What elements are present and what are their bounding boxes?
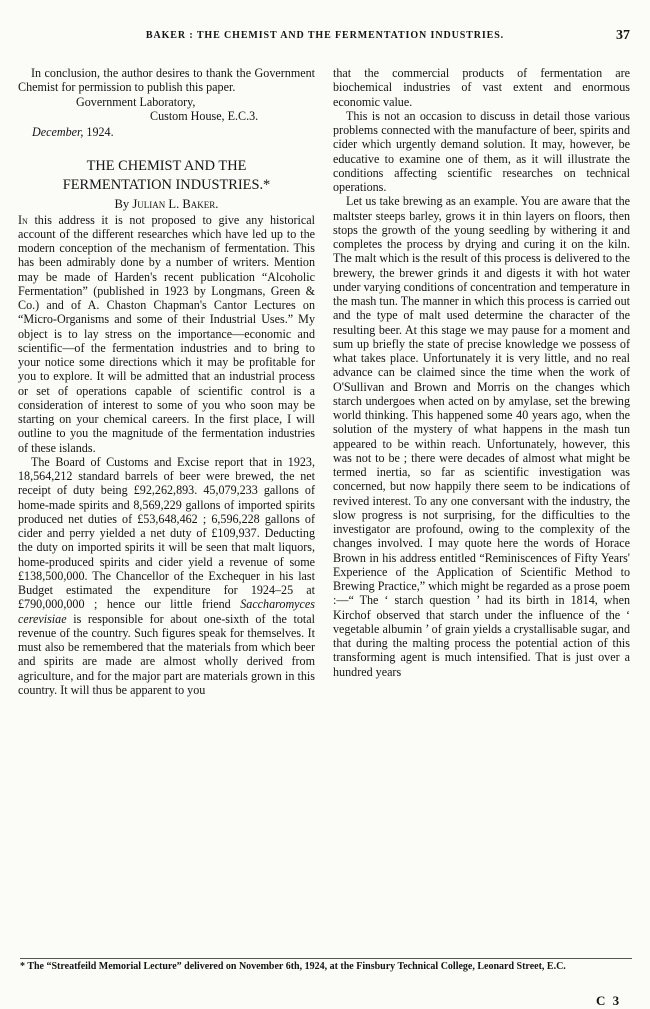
article-title [18, 157, 315, 195]
intro-paragraph [18, 213, 315, 455]
dropcap-word: In [18, 212, 28, 227]
customs-text-b: is responsible for about one-sixth of the total revenue of the country. Such figures speak for themselves. It must also be remembered that the materials from which beer and spirits are made are almost wholly derived from agriculture, and for the major part are materials grown in this country. It will thus be apparent to you [18, 611, 315, 697]
closing-paragraph: In conclusion, the author desires to thank the Government Chemist for permission to publish this paper. [18, 66, 315, 95]
page-number: 37 [616, 28, 630, 43]
intro-text: this address it is not proposed to give any historical account of the different researches which have led up to the modern conception of the mechanism of fermentation. This has been admirably done by a number of writers. Mention may be made of Harden's recent publication “Alcoholic Fermentation” (published in 1923 by Longmans, Green & Co.) and of A. Chaston Chapman's Cantor Lectures on “Micro-Organisms and some of their Industrial Uses.” My object is to lay stress on the importance—economic and scientific—of the fermentation industries and to bring to your notice some directions which it may be profitable for you to explore. It will be admitted that an industrial process or set of operations capable of scientific control is a consideration of interest to some of you who soon may be starting on your chemical careers. In the first place, I will outline to you the magnitude of the fermentation industries of these islands. [18, 212, 315, 455]
signature-mark: C 3 [596, 993, 622, 1008]
title-line-2: FERMENTATION INDUSTRIES.* [62, 177, 271, 194]
date-year: 1924. [86, 125, 114, 139]
footnote-rule [20, 958, 632, 959]
customs-paragraph [18, 455, 315, 697]
species-name: Saccharomyces cerevisiae [18, 597, 315, 626]
brewing-paragraph: Let us take brewing as an example. You are aware that the maltster steeps barley, grows it in thin layers on floors, then stops the growth of the young seedling by withering it and completes the process by drying and curing it on the kiln. The malt which is the result of this process is delivered to the brewery, the brewer grinds it and digests it with hot water under varying conditions of concentration and temperature in the mash tun. The manner in which this process is carried out and the type of malt used determine the character of the resulting beer. At this stage we may pause for a moment and sum up briefly the state of precise knowledge we possess of what takes place. Unfortunately it is very little, and no real advance can be claimed since the time when the work of O'Sullivan and Brown and Morris on the changes which starch undergoes when acted on by amylase, set the brewing world thinking. This happened some 40 years ago, when the solution of the mystery of what happens in the mash tun appeared to be within reach. Unfortunately, however, this was not to be ; there were decades of almost what might be termed inertia, so far as scientific investigation was concerned, but now happily there seem to be indications of revived interest. To any one conversant with the industry, the slow progress is not surprising, for the difficulties to the investigator are profound, owing to the complexity of the changes involved. I may quote here the words of Horace Brown in his address entitled “Reminiscences of Fifty Years' Experience of the Application of Scientific Method to Brewing Practice,” which might be regarded as a prose poem :—“ The ‘ starch question ’ had its birth in 1814, when Kirchof observed that starch under the influence of the ‘ vegetable albumin ’ of grain yields a crystallisable sugar, and that during the malting process the potential action of this transforming agent is much intensified. That is just over a hundred years [333, 194, 630, 679]
page-header [20, 30, 630, 48]
byline-by: By [114, 197, 130, 212]
left-column [18, 66, 315, 697]
address-line-2: Custom House, E.C.3. [150, 108, 259, 123]
title-line-1: THE CHEMIST AND THE [86, 158, 247, 175]
date-month: December, [32, 125, 84, 139]
author-name: Julian L. Baker. [132, 197, 219, 212]
problems-paragraph: This is not an occasion to discuss in detail those various problems connected with the manufacture of beer, spirits and cider which urgently demand solution. It may, however, be educative to examine one of them, as it will illustrate the conditions affecting scientific researches on technical operations. [333, 108, 630, 194]
footnote: * The “Streatfeild Memorial Lecture” delivered on November 6th, 1924, at the Finsbury Technical College, Leonard Street, E.C. [20, 961, 566, 972]
continued-paragraph: that the commercial products of fermentation are biochemical industries of vast extent and enormous economic value. [333, 66, 630, 109]
date-line [32, 125, 315, 139]
byline [18, 197, 315, 211]
running-title: BAKER : THE CHEMIST AND THE FERMENTATION INDUSTRIES. [145, 30, 505, 41]
right-column [333, 66, 630, 679]
address-line-1: Government Laboratory, [76, 94, 196, 109]
customs-text-a: The Board of Customs and Excise report that in 1923, 18,564,212 standard barrels of beer were brewed, the net receipt of duty being £92,262,893. 45,079,233 gallons of home-made spirits and 8,569,229 gallons of imported spirits produced net duties of £53,648,462 ; 6,596,228 gallons of cider and perry yielded a net duty of £109,937. Deducting the duty on imported spirits it will be seen that malt liquors, home-produced spirits and cider yield a revenue of some £138,500,000. The Chancellor of the Exchequer in his last Budget estimated the expenditure for 1924–25 at £790,000,000 ; hence our little friend [18, 454, 315, 612]
